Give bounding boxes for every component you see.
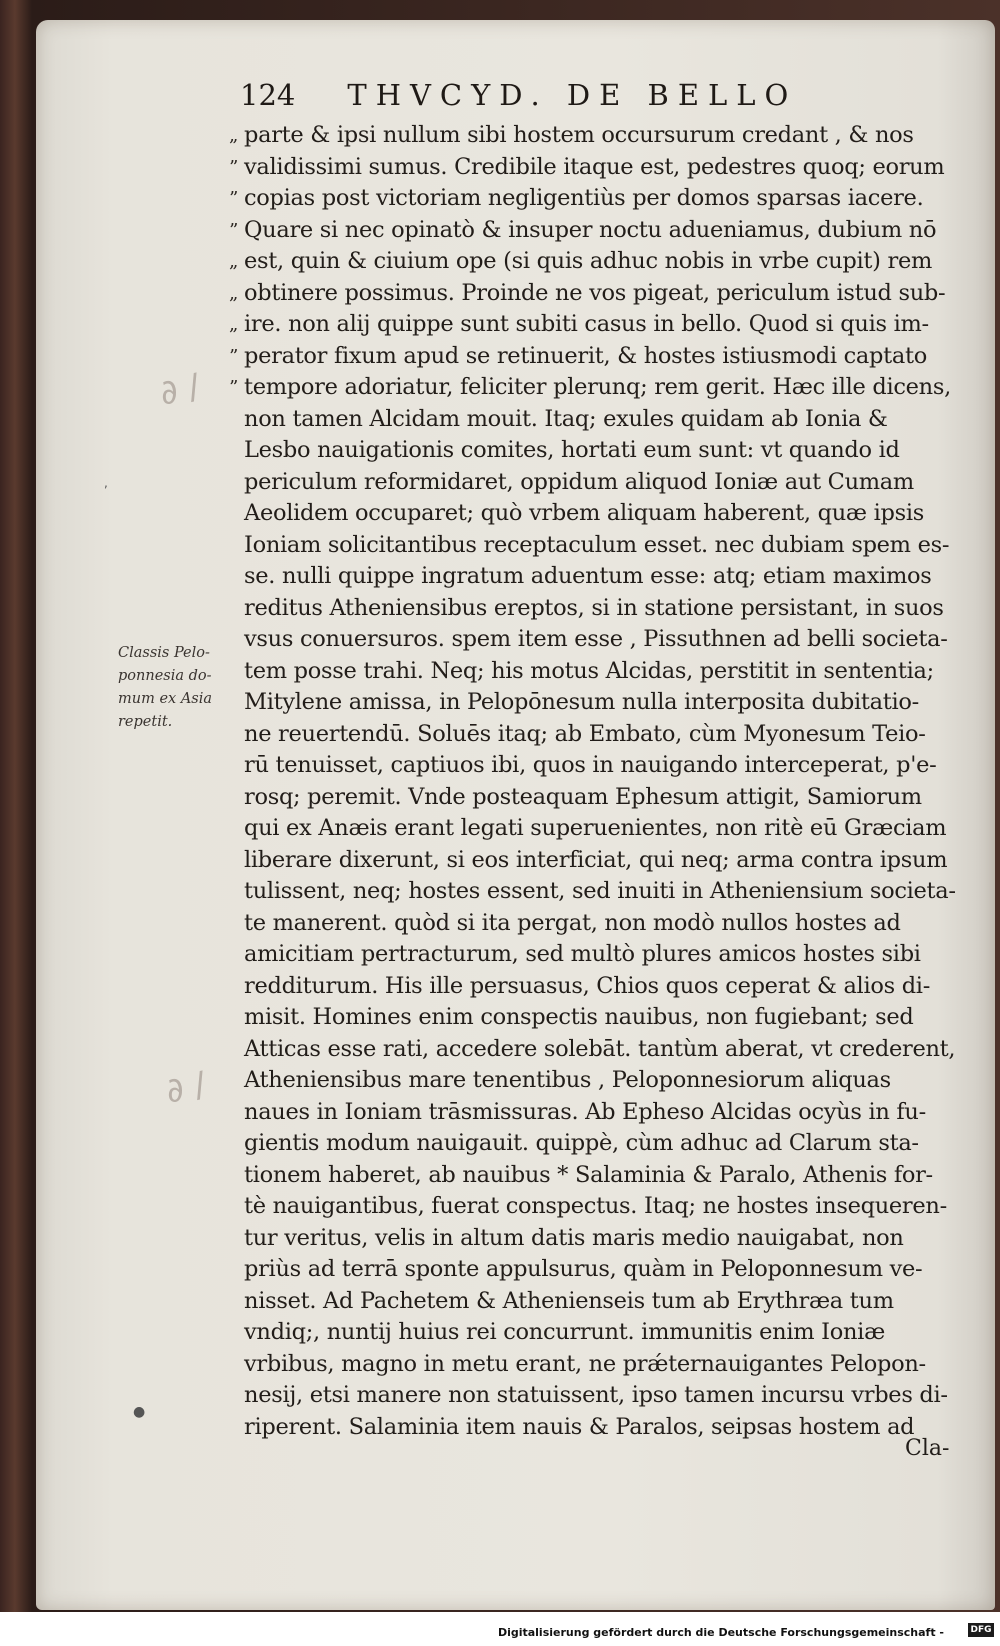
text-line bbox=[228, 278, 956, 310]
quotation-mark: ” bbox=[229, 377, 238, 398]
text-line bbox=[244, 939, 956, 971]
text-line bbox=[244, 498, 956, 530]
text-line bbox=[229, 341, 956, 373]
line-text: tè nauigantibus, fuerat conspectus. Itaq; ne hostes insequeren- bbox=[244, 1193, 947, 1219]
text-line bbox=[244, 1002, 956, 1034]
text-line bbox=[244, 1191, 956, 1223]
text-line bbox=[244, 1317, 956, 1349]
line-text: non tamen Alcidam mouit. Itaq; exules quidam ab Ionia & bbox=[244, 405, 888, 432]
text-line bbox=[229, 183, 956, 215]
text-line bbox=[244, 971, 956, 1003]
text-line bbox=[229, 152, 956, 184]
line-text: tulissent, neq; hostes essent, sed inuiti in Atheniensium societa- bbox=[244, 878, 956, 904]
text-line bbox=[229, 215, 956, 247]
line-text: Quare si nec opinatò & insuper noctu adueniamus, dubium nō bbox=[244, 216, 937, 243]
text-line bbox=[244, 1286, 956, 1318]
line-text: amicitiam pertracturum, sed multò plures amicos hostes sibi bbox=[244, 941, 921, 967]
text-line bbox=[244, 1380, 956, 1412]
text-line bbox=[244, 1412, 956, 1444]
line-text: periculum reformidaret, oppidum aliquod Ioniæ aut Cumam bbox=[244, 468, 914, 495]
text-line bbox=[229, 372, 956, 404]
line-text: perator fixum apud se retinuerit, & hostes istiusmodi captato bbox=[244, 342, 927, 369]
text-line bbox=[244, 1349, 956, 1381]
text-line bbox=[228, 246, 956, 278]
line-text: Atheniensibus mare tenentibus , Peloponnesiorum aliquas bbox=[244, 1067, 891, 1093]
footer-credit: Digitalisierung gefördert durch die Deutsche Forschungsgemeinschaft - bbox=[497, 1626, 944, 1639]
line-text: Atticas esse rati, accedere solebāt. tantùm aberat, vt crederent, bbox=[244, 1035, 956, 1062]
line-text: vndiq;, nuntij huius rei concurrunt. immunitis enim Ioniæ bbox=[244, 1319, 885, 1345]
line-text: misit. Homines enim conspectis nauibus, non fugiebant; sed bbox=[244, 1004, 914, 1030]
text-line bbox=[244, 530, 956, 562]
margin-note-line: ponnesia do- bbox=[118, 668, 212, 684]
line-text: reditus Atheniensibus ereptos, si in statione persistant, in suos bbox=[244, 594, 944, 621]
line-text: Aeolidem occuparet; quò vrbem aliquam haberent, quæ ipsis bbox=[244, 500, 924, 526]
page-number: 124 bbox=[240, 78, 296, 112]
line-text: tionem haberet, ab nauibus * Salaminia & Paralo, Athenis for- bbox=[244, 1161, 933, 1188]
pencil-mark: ∂ / bbox=[156, 366, 204, 414]
line-text: tem posse trahi. Neq; his motus Alcidas, perstitit in sententia; bbox=[244, 657, 934, 684]
text-line bbox=[228, 120, 956, 152]
line-text: tur veritus, velis in altum datis maris medio nauigabat, non bbox=[244, 1224, 904, 1251]
text-line bbox=[244, 1128, 956, 1160]
catchword: Cla- bbox=[905, 1436, 950, 1461]
line-text: qui ex Anæis erant legati superuenientes, non ritè eū Græciam bbox=[244, 815, 947, 841]
quotation-mark: „ bbox=[228, 314, 238, 335]
text-line bbox=[244, 1254, 956, 1286]
text-line bbox=[244, 656, 956, 688]
text-line bbox=[244, 719, 956, 751]
body-text bbox=[228, 120, 956, 1443]
line-text: rosq; peremit. Vnde posteaquam Ephesum attigit, Samiorum bbox=[244, 783, 922, 810]
line-text: tempore adoriatur, feliciter plerunq; rem gerit. Hæc ille dicens, bbox=[244, 374, 951, 400]
text-line bbox=[244, 624, 956, 656]
pencil-dot: , bbox=[104, 476, 108, 490]
line-text: naues in Ioniam trāsmissuras. Ab Epheso Alcidas ocyùs in fu- bbox=[244, 1098, 926, 1125]
text-line bbox=[244, 1034, 956, 1066]
pencil-dot: ● bbox=[133, 1404, 146, 1420]
line-text: validissimi sumus. Credibile itaque est, pedestres quoq; eorum bbox=[244, 153, 945, 180]
quotation-mark: ” bbox=[229, 188, 238, 209]
text-line bbox=[244, 845, 956, 877]
running-title: THVCYD. DE BELLO bbox=[347, 78, 798, 112]
text-line bbox=[244, 750, 956, 782]
line-text: ne reuertendū. Soluēs itaq; ab Embato, cùm Myonesum Teio- bbox=[244, 720, 926, 747]
line-text: obtinere possimus. Proinde ne vos pigeat, periculum istud sub- bbox=[244, 279, 946, 306]
quotation-mark: ” bbox=[229, 219, 238, 241]
quotation-mark: „ bbox=[228, 125, 238, 146]
line-text: rū tenuisset, captiuos ibi, quos in nauigando interceperat, p'e- bbox=[244, 752, 937, 778]
margin-note-line: mum ex Asia bbox=[118, 691, 213, 707]
line-text: Ioniam solicitantibus receptaculum esset. nec dubiam spem es- bbox=[244, 531, 950, 558]
line-text: te manerent. quòd si ita pergat, non modò nullos hostes ad bbox=[244, 909, 901, 936]
line-text: priùs ad terrā sponte appulsurus, quàm in Peloponnesum ve- bbox=[244, 1256, 923, 1282]
dfg-logo: DFG bbox=[968, 1623, 994, 1637]
line-text: Mitylene amissa, in Pelopōnesum nulla interposita dubitatio- bbox=[244, 689, 919, 715]
text-line bbox=[244, 561, 956, 593]
text-line bbox=[244, 876, 956, 908]
text-line bbox=[244, 1065, 956, 1097]
text-line bbox=[244, 467, 956, 499]
line-text: se. nulli quippe ingratum aduentum esse: atq; etiam maximos bbox=[244, 563, 932, 589]
quotation-mark: ” bbox=[229, 345, 238, 367]
text-line bbox=[244, 687, 956, 719]
line-text: vsus conuersuros. spem item esse , Pissuthnen ad belli societa- bbox=[244, 626, 948, 652]
line-text: riperent. Salaminia item nauis & Paralos, seipsas hostem ad bbox=[244, 1413, 915, 1440]
quotation-mark: „ bbox=[228, 251, 238, 272]
line-text: gientis modum nauigauit. quippè, cùm adhuc ad Clarum sta- bbox=[244, 1130, 919, 1156]
line-text: liberare dixerunt, si eos interficiat, qui neq; arma contra ipsum bbox=[244, 846, 948, 873]
margin-note-line: repetit. bbox=[118, 714, 173, 730]
line-text: vrbibus, magno in metu erant, ne prǽternauigantes Pelopon- bbox=[244, 1350, 926, 1377]
pencil-mark: ∂ / bbox=[162, 1064, 210, 1112]
line-text: ire. non alij quippe sunt subiti casus in bello. Quod si quis im- bbox=[244, 311, 929, 337]
quotation-mark: „ bbox=[228, 282, 238, 304]
text-line bbox=[244, 813, 956, 845]
text-line bbox=[244, 908, 956, 940]
line-text: Lesbo nauigationis comites, hortati eum sunt: vt quando id bbox=[244, 437, 900, 463]
text-line bbox=[244, 782, 956, 814]
text-line bbox=[228, 309, 956, 341]
line-text: parte & ipsi nullum sibi hostem occursurum credant , & nos bbox=[244, 122, 914, 148]
text-line bbox=[244, 1223, 956, 1255]
text-line bbox=[244, 435, 956, 467]
text-line bbox=[244, 1097, 956, 1129]
text-line bbox=[244, 404, 956, 436]
text-line bbox=[244, 1160, 956, 1192]
line-text: nisset. Ad Pachetem & Athenienseis tum ab Erythræa tum bbox=[244, 1287, 894, 1314]
margin-note bbox=[118, 642, 233, 734]
line-text: copias post victoriam negligentiùs per domos sparsas iacere. bbox=[244, 185, 924, 211]
line-text: redditurum. His ille persuasus, Chios quos ceperat & alios di- bbox=[244, 972, 930, 999]
line-text: nesij, etsi manere non statuissent, ipso tamen incursu vrbes di- bbox=[244, 1382, 948, 1408]
margin-note-line: Classis Pelo- bbox=[118, 645, 210, 661]
line-text: est, quin & ciuium ope (si quis adhuc nobis in vrbe cupit) rem bbox=[244, 248, 932, 274]
quotation-mark: ” bbox=[229, 156, 238, 178]
text-line bbox=[244, 593, 956, 625]
page-header bbox=[240, 78, 840, 118]
